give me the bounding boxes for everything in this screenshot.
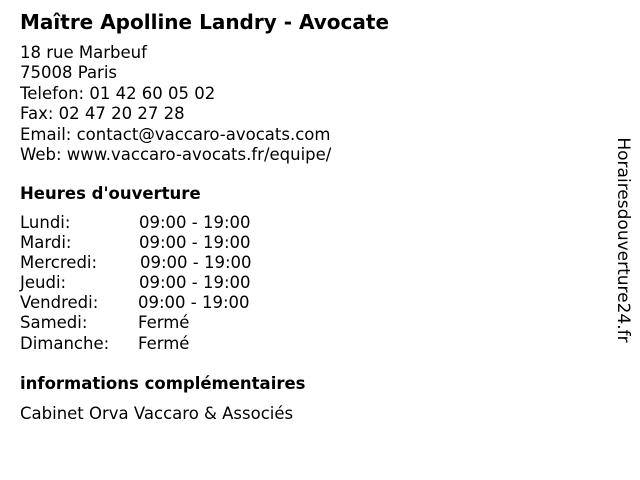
day-hours: 09:00 - 19:00 (140, 253, 252, 273)
address-city: 75008 Paris (20, 63, 118, 83)
site-watermark: Horairesdouverture24.fr (613, 137, 633, 343)
address-street: 18 rue Marbeuf (20, 43, 147, 62)
day-hours: Fermé (138, 333, 190, 353)
web-text: Web: www.vaccaro-avocats.fr/equipe/ (20, 145, 332, 165)
day-hours: 09:00 - 19:00 (139, 213, 251, 232)
opening-hours-heading: Heures d'ouverture (20, 184, 201, 203)
email-text: Email: contact@vaccaro-avocats.com (20, 124, 331, 144)
day-label: Dimanche: (20, 333, 110, 353)
day-label: Lundi: (20, 213, 71, 232)
day-hours: 09:00 - 19:00 (139, 273, 251, 293)
day-label: Vendredi: (20, 293, 99, 313)
day-hours: Fermé (138, 313, 190, 333)
day-hours: 09:00 - 19:00 (139, 233, 251, 253)
additional-info-heading: informations complémentaires (20, 374, 306, 393)
day-label: Mercredi: (20, 253, 98, 273)
day-label: Jeudi: (20, 273, 67, 293)
contact-block (20, 43, 331, 165)
page-title: Maître Apolline Landry - Avocate (20, 10, 390, 34)
day-hours: 09:00 - 19:00 (138, 293, 250, 313)
day-label: Samedi: (20, 313, 88, 333)
day-label: Mardi: (20, 233, 72, 253)
fax-text: Fax: 02 47 20 27 28 (20, 104, 185, 124)
additional-info-text: Cabinet Orva Vaccaro & Associés (20, 404, 294, 423)
phone-text: Telefon: 01 42 60 05 02 (20, 83, 216, 103)
